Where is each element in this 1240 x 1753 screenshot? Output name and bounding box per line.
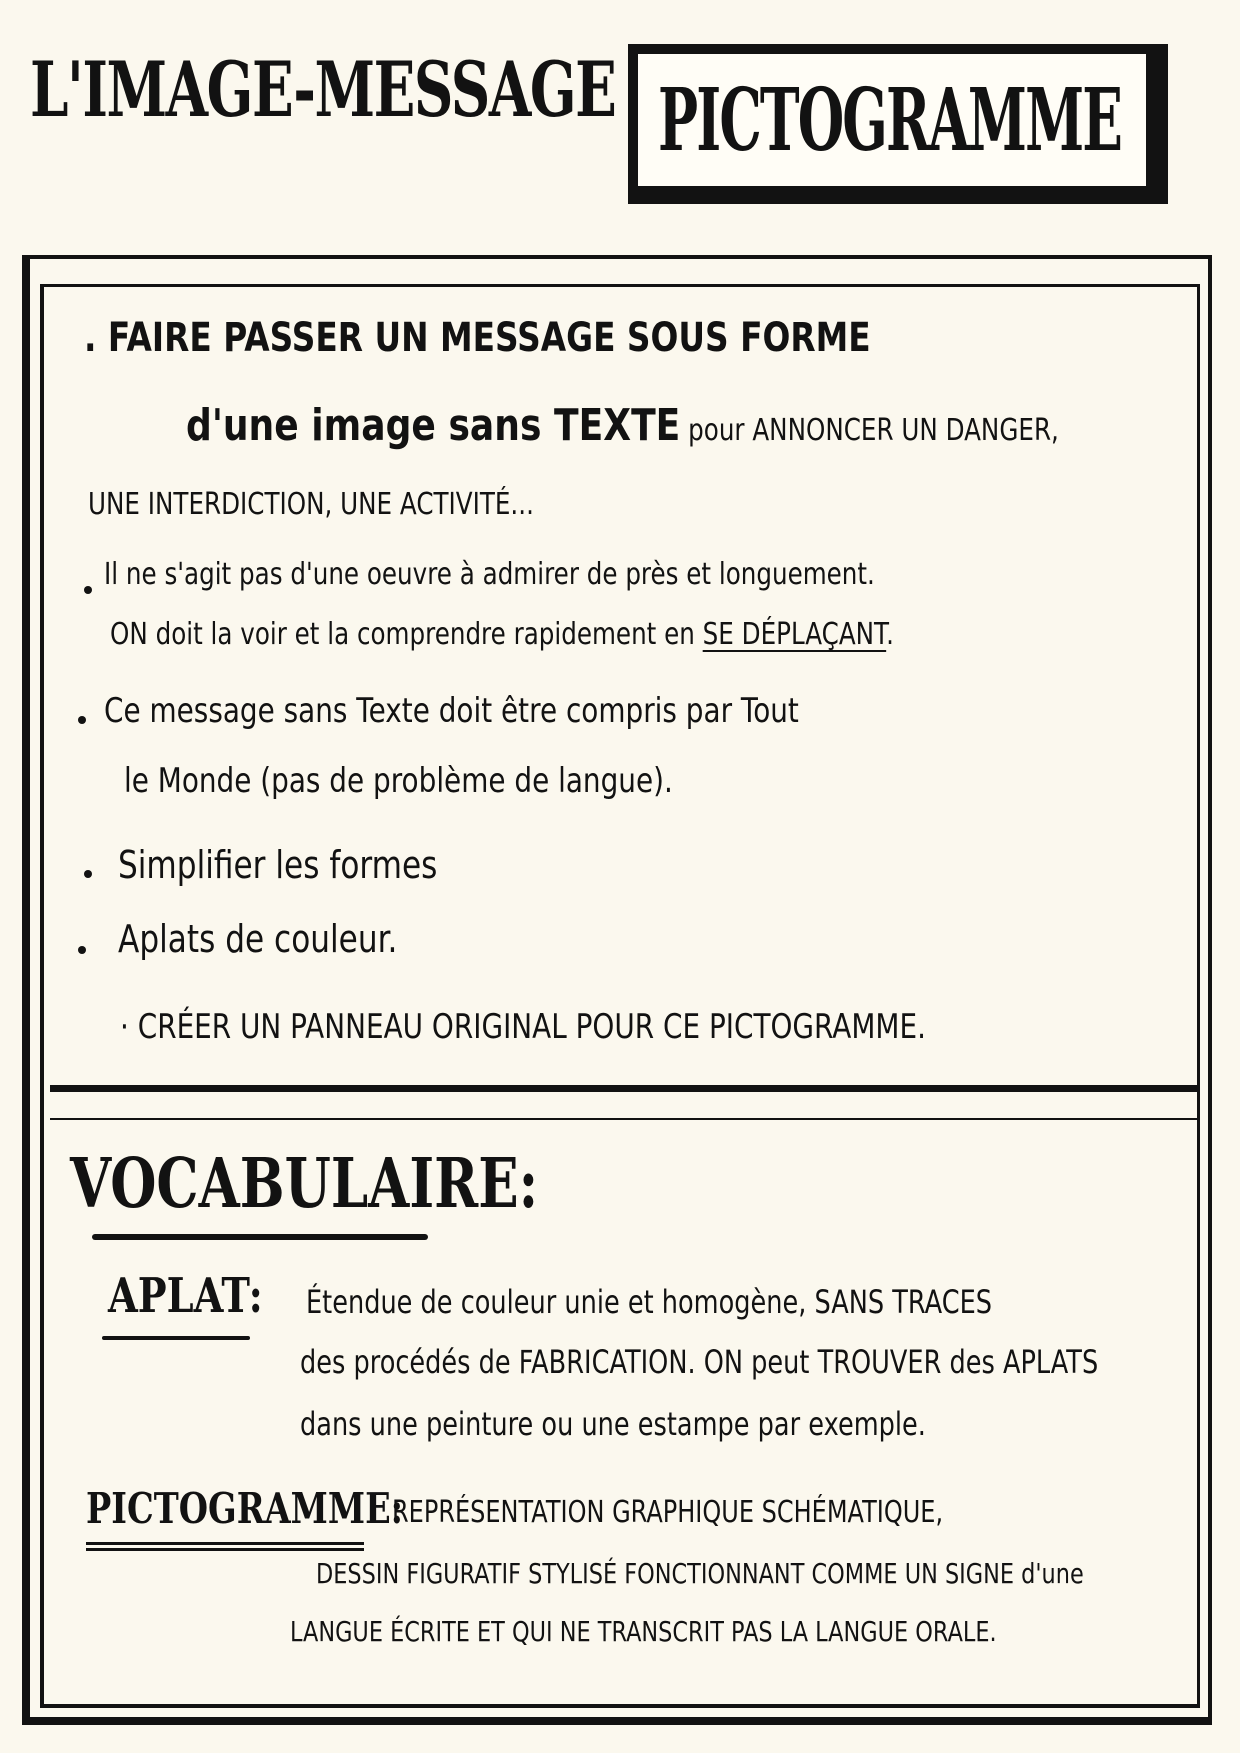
point-line-1: . FAIRE PASSER UN MESSAGE SOUS FORME [84, 315, 871, 361]
point-line-5-underlined: SE DÉPLAÇANT [702, 617, 887, 652]
term-pictogramme-definition-line: LANGUE ÉCRITE ET QUI NE TRANSCRIT PAS LA LANGUE ORALE. [290, 1615, 997, 1648]
bullet-dot [78, 716, 86, 724]
boxed-title: PICTOGRAMME [658, 70, 1122, 171]
point-line-5-main: ON doit la voir et la comprendre rapidement en [110, 617, 703, 652]
term-aplat-definition-line: dans une peinture ou une estampe par exemple. [300, 1405, 926, 1443]
term-pictogramme-definition-line: DESSIN FIGURATIF STYLISÉ FONCTIONNANT COMME UN SIGNE d'une [316, 1557, 1084, 1590]
point-line-3: UNE INTERDICTION, UNE ACTIVITÉ... [88, 487, 534, 522]
term-aplat-definition-line: des procédés de FABRICATION. ON peut TROUVER des APLATS [300, 1343, 1099, 1381]
term-aplat-underline [102, 1336, 250, 1340]
point-line-2-strong: d'une image sans TEXTE [186, 400, 681, 451]
term-pictogramme-underline [86, 1542, 364, 1551]
bullet-dot [78, 946, 86, 954]
point-line-6: Ce message sans Texte doit être compris par Tout [104, 691, 799, 731]
bullet-dot [84, 586, 92, 594]
page-title: L'IMAGE-MESSAGE [30, 45, 616, 134]
section-divider-thick [50, 1085, 1198, 1092]
term-pictogramme-definition-line: REPRÉSENTATION GRAPHIQUE SCHÉMATIQUE, [392, 1495, 944, 1530]
term-aplat-definition-line: Étendue de couleur unie et homogène, SANS TRACES [306, 1283, 993, 1321]
term-aplat: APLAT: [108, 1268, 263, 1324]
point-line-5-end: . [886, 617, 894, 652]
point-line-8: Simplifier les formes [118, 843, 438, 887]
term-pictogramme: PICTOGRAMME: [86, 1484, 404, 1533]
point-line-2 [186, 400, 1059, 451]
boxed-title-frame [628, 44, 1168, 204]
section-divider-thin [50, 1118, 1198, 1120]
vocabulary-heading: VOCABULAIRE: [70, 1144, 539, 1224]
vocabulary-heading-underline [92, 1234, 428, 1240]
point-line-5 [110, 617, 894, 652]
point-line-2-rest: pour ANNONCER UN DANGER, [680, 413, 1059, 448]
point-line-10: · CRÉER UN PANNEAU ORIGINAL POUR CE PICTOGRAMME. [120, 1007, 926, 1047]
point-line-9: Aplats de couleur. [118, 917, 398, 961]
bullet-dot [84, 870, 92, 878]
point-line-7: le Monde (pas de problème de langue). [124, 761, 673, 801]
point-line-4: Il ne s'agit pas d'une oeuvre à admirer de près et longuement. [104, 557, 875, 592]
